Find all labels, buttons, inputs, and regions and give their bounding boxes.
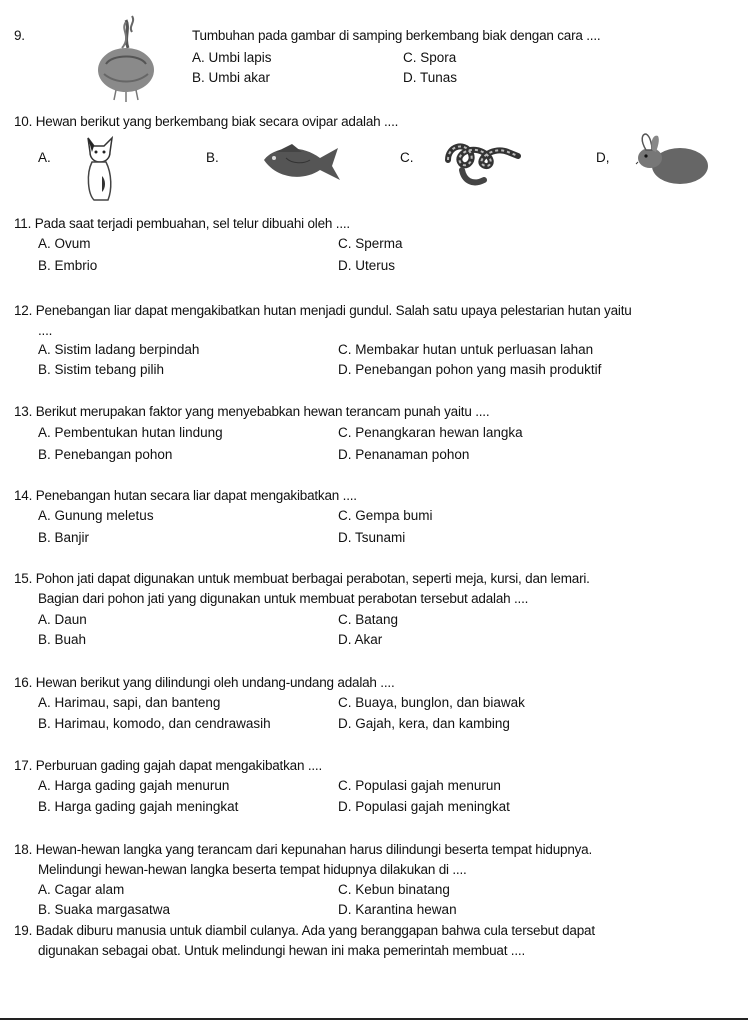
q12-option-c[interactable]: C. Membakar hutan untuk perluasan lahan xyxy=(338,342,594,357)
q11-option-d[interactable]: D. Uterus xyxy=(338,258,396,273)
q10-label-d[interactable]: D, xyxy=(596,150,610,165)
q12-question: 12. Penebangan liar dapat mengakibatkan hutan menjadi gundul. Salah satu upaya pelestarian hutan yaitu xyxy=(14,303,632,318)
q10-label-b[interactable]: B. xyxy=(206,150,219,165)
q15-option-b[interactable]: B. Buah xyxy=(38,632,87,647)
q10-label-c[interactable]: C. xyxy=(400,150,414,165)
q15-option-c[interactable]: C. Batang xyxy=(338,612,399,627)
q17-option-a[interactable]: A. Harga gading gajah menurun xyxy=(38,778,230,793)
q14-option-a[interactable]: A. Gunung meletus xyxy=(38,508,154,523)
q11-option-c[interactable]: C. Sperma xyxy=(338,236,403,251)
q13-option-d[interactable]: D. Penanaman pohon xyxy=(338,447,470,462)
q19-question-cont: digunakan sebagai obat. Untuk melindungi hewan ini maka pemerintah membuat .... xyxy=(38,943,526,958)
q13-option-c[interactable]: C. Penangkaran hewan langka xyxy=(338,425,523,440)
q9-option-a[interactable]: A. Umbi lapis xyxy=(192,50,272,65)
q18-question: 18. Hewan-hewan langka yang terancam dari kepunahan harus dilindungi beserta tempat hidupnya. xyxy=(14,842,593,857)
cat-icon xyxy=(80,134,120,204)
q18-question-cont: Melindungi hewan-hewan langka beserta tempat hidupnya dilakukan di .... xyxy=(38,862,467,877)
q15-option-a[interactable]: A. Daun xyxy=(38,612,87,627)
q17-option-d[interactable]: D. Populasi gajah meningkat xyxy=(338,799,510,814)
q9-number: 9. xyxy=(14,28,25,43)
q9-option-b[interactable]: B. Umbi akar xyxy=(192,70,271,85)
q12-option-a[interactable]: A. Sistim ladang berpindah xyxy=(38,342,200,357)
q15-option-d[interactable]: D. Akar xyxy=(338,632,383,647)
onion-bulb-icon xyxy=(86,14,166,104)
q14-option-c[interactable]: C. Gempa bumi xyxy=(338,508,433,523)
fish-icon xyxy=(262,140,342,186)
q9-option-d[interactable]: D. Tunas xyxy=(403,70,458,85)
q14-option-b[interactable]: B. Banjir xyxy=(38,530,90,545)
q18-option-a[interactable]: A. Cagar alam xyxy=(38,882,125,897)
q11-option-b[interactable]: B. Embrio xyxy=(38,258,98,273)
q10-question: 10. Hewan berikut yang berkembang biak secara ovipar adalah .... xyxy=(14,114,399,129)
q16-option-b[interactable]: B. Harimau, komodo, dan cendrawasih xyxy=(38,716,271,731)
q17-option-c[interactable]: C. Populasi gajah menurun xyxy=(338,778,501,793)
q12-question-cont: .... xyxy=(38,323,53,338)
q13-option-b[interactable]: B. Penebangan pohon xyxy=(38,447,173,462)
q18-option-c[interactable]: C. Kebun binatang xyxy=(338,882,450,897)
q16-question: 16. Hewan berikut yang dilindungi oleh undang-undang adalah .... xyxy=(14,675,395,690)
q9-option-c[interactable]: C. Spora xyxy=(403,50,457,65)
q16-option-d[interactable]: D. Gajah, kera, dan kambing xyxy=(338,716,510,731)
q19-question: 19. Badak diburu manusia untuk diambil culanya. Ada yang beranggapan bahwa cula tersebut dapat xyxy=(14,923,595,938)
q14-option-d[interactable]: D. Tsunami xyxy=(338,530,406,545)
q16-option-c[interactable]: C. Buaya, bunglon, dan biawak xyxy=(338,695,525,710)
q12-option-b[interactable]: B. Sistim tebang pilih xyxy=(38,362,165,377)
q14-question: 14. Penebangan hutan secara liar dapat mengakibatkan .... xyxy=(14,488,357,503)
q15-question: 15. Pohon jati dapat digunakan untuk membuat berbagai perabotan, seperti meja, kursi, dan lemari. xyxy=(14,571,590,586)
snake-icon xyxy=(442,140,522,190)
q11-question: 11. Pada saat terjadi pembuahan, sel telur dibuahi oleh .... xyxy=(14,216,350,231)
q17-option-b[interactable]: B. Harga gading gajah meningkat xyxy=(38,799,239,814)
q13-question: 13. Berikut merupakan faktor yang menyebabkan hewan terancam punah yaitu .... xyxy=(14,404,490,419)
q11-option-a[interactable]: A. Ovum xyxy=(38,236,91,251)
q12-option-d[interactable]: D. Penebangan pohon yang masih produktif xyxy=(338,362,602,377)
q18-option-d[interactable]: D. Karantina hewan xyxy=(338,902,457,917)
q18-option-b[interactable]: B. Suaka margasatwa xyxy=(38,902,171,917)
page-bottom-rule xyxy=(0,1018,748,1020)
q15-question-cont: Bagian dari pohon jati yang digunakan untuk membuat perabotan tersebut adalah .... xyxy=(38,591,529,606)
rabbit-icon xyxy=(632,132,712,188)
q17-question: 17. Perburuan gading gajah dapat mengakibatkan .... xyxy=(14,758,323,773)
q13-option-a[interactable]: A. Pembentukan hutan lindung xyxy=(38,425,223,440)
q16-option-a[interactable]: A. Harimau, sapi, dan banteng xyxy=(38,695,221,710)
q10-label-a[interactable]: A. xyxy=(38,150,51,165)
q9-question: Tumbuhan pada gambar di samping berkembang biak dengan cara .... xyxy=(192,28,601,43)
